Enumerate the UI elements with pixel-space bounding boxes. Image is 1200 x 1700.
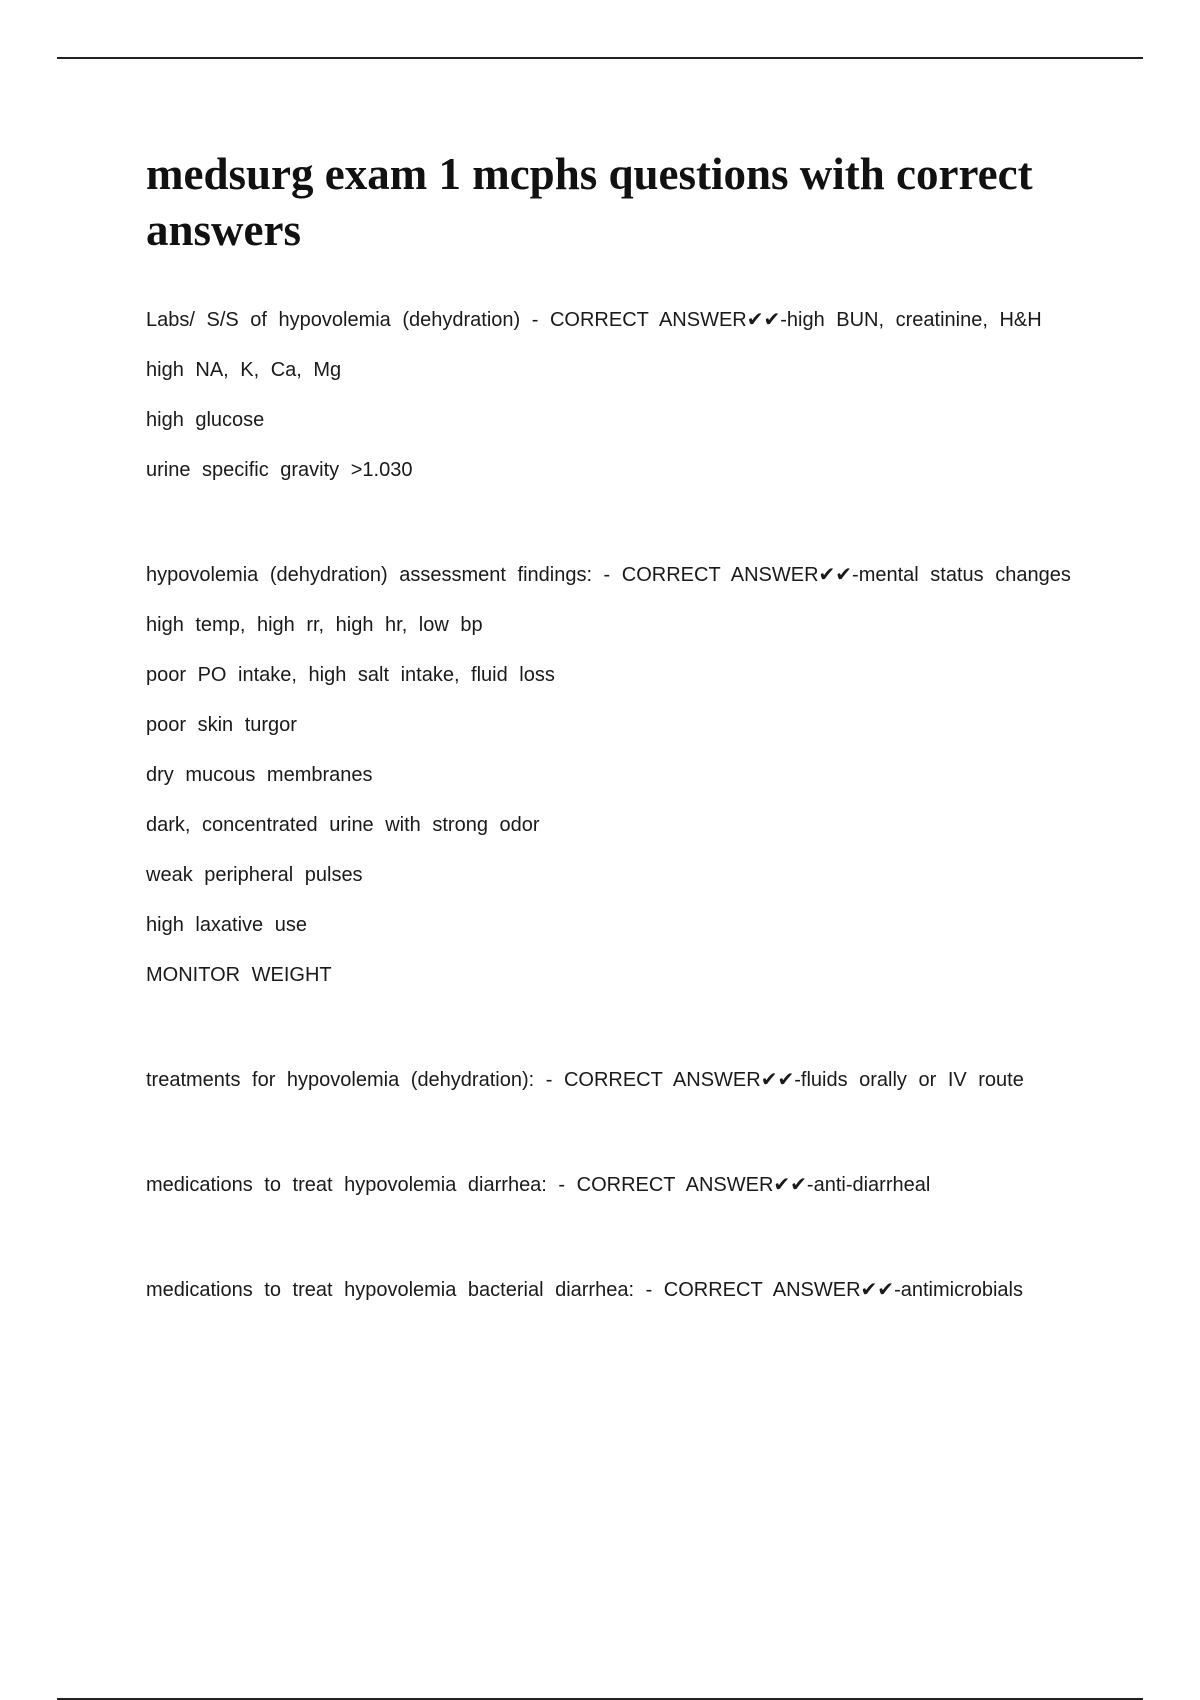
- answer-line: weak peripheral pulses: [146, 864, 363, 886]
- question-answer-line: medications to treat hypovolemia bacterial diarrhea: - CORRECT ANSWER✔✔-antimicrobials: [146, 1279, 1023, 1301]
- qa-item: [146, 1064, 1072, 1097]
- answer-line: poor skin turgor: [146, 714, 297, 736]
- answer-line: poor PO intake, high salt intake, fluid loss: [146, 664, 555, 686]
- qa-item: [146, 304, 1072, 487]
- answer-line: high NA, K, Ca, Mg: [146, 359, 342, 381]
- answer-line: high temp, high rr, high hr, low bp: [146, 614, 483, 636]
- answer-line: high glucose: [146, 409, 265, 431]
- qa-item: [146, 1274, 1072, 1307]
- document-title: medsurg exam 1 mcphs questions with correct answers: [146, 149, 1033, 255]
- qa-item: [146, 1169, 1072, 1202]
- document-body: [146, 146, 1072, 1324]
- answer-line: high laxative use: [146, 914, 307, 936]
- answer-line: dry mucous membranes: [146, 764, 373, 786]
- question-answer-line: treatments for hypovolemia (dehydration): - CORRECT ANSWER✔✔-fluids orally or IV route: [146, 1069, 1024, 1091]
- answer-line: MONITOR WEIGHT: [146, 964, 332, 986]
- question-answer-line: medications to treat hypovolemia diarrhea: - CORRECT ANSWER✔✔-anti-diarrheal: [146, 1174, 931, 1196]
- question-answer-line: Labs/ S/S of hypovolemia (dehydration) - CORRECT ANSWER✔✔-high BUN, creatinine, H&H: [146, 309, 1042, 331]
- answer-line: urine specific gravity >1.030: [146, 459, 413, 481]
- question-answer-line: hypovolemia (dehydration) assessment findings: - CORRECT ANSWER✔✔-mental status changes: [146, 564, 1071, 586]
- top-rule: [57, 57, 1143, 59]
- answer-line: dark, concentrated urine with strong odor: [146, 814, 540, 836]
- qa-item: [146, 559, 1072, 992]
